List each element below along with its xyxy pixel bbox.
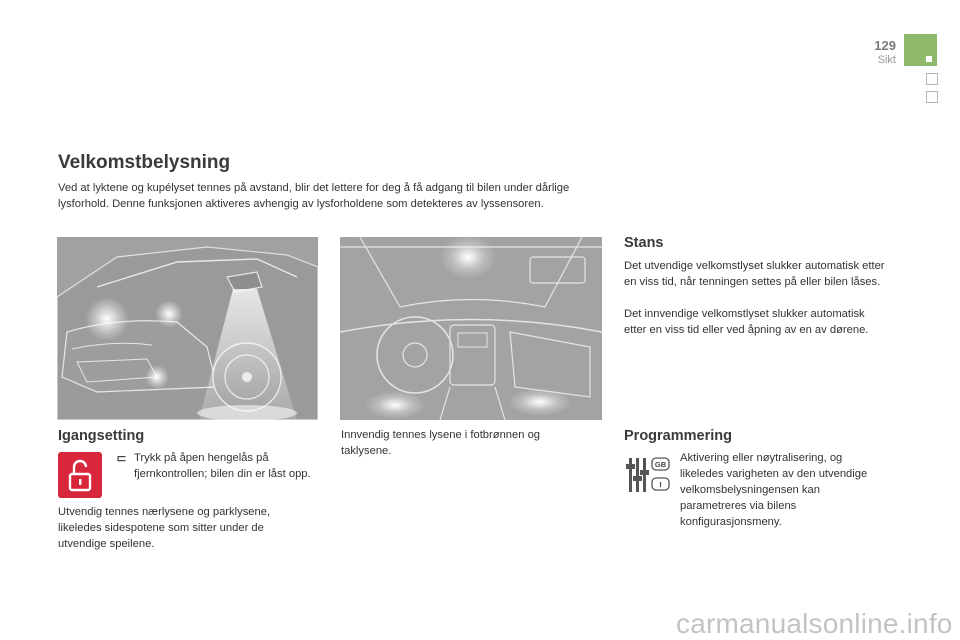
interior-caption: Innvendig tennes lysene i fotbrønnen og taklysene. xyxy=(341,429,541,457)
gb-label: GB xyxy=(654,460,667,470)
page-title: Velkomstbelysning xyxy=(58,152,231,173)
stans-paragraph-2: Det innvendige velkomstlyset slukker automatisk etter en viss tid eller ved åpning av en av dørene. xyxy=(624,308,869,336)
bullet-icon xyxy=(117,454,126,465)
section-heading-igangsetting: Igangsetting xyxy=(58,428,145,444)
padlock-open-icon xyxy=(58,452,102,498)
section-heading-programmering: Programmering xyxy=(624,428,732,444)
chapter-tab-box xyxy=(926,73,938,85)
exterior-car-illustration xyxy=(57,237,318,420)
intro-paragraph: Ved at lyktene og kupélyset tennes på avstand, blir det lettere for deg å få adgang til bilen under dårlige lysforhold. Denne funksjonen aktiveres avhengig av lysforholdene som detekteres av lyssensoren. xyxy=(58,182,570,210)
igangsetting-bullet-text: Trykk på åpen hengelås på fjernkontrollen; bilen din er låst opp. xyxy=(134,452,311,480)
watermark: carmanualsonline.info xyxy=(676,608,953,639)
programmering-text: Aktivering eller nøytralisering, og likeledes varigheten av den utvendige velkomsbelysningensen kan parametreres via bilens konfigurasjonsmeny. xyxy=(680,452,868,528)
chapter-tab-active xyxy=(904,34,937,66)
section-heading-stans: Stans xyxy=(624,235,664,251)
interior-dashboard-illustration xyxy=(340,237,602,420)
section-name: Sikt xyxy=(877,54,896,66)
page-number: 129 xyxy=(874,38,896,53)
chapter-tab-box xyxy=(926,91,938,103)
igangsetting-paragraph: Utvendig tennes nærlysene og parklysene, likeledes sidespotene som sitter under de utvendige speilene. xyxy=(58,506,271,550)
settings-sliders-gb-icon xyxy=(625,456,671,496)
stans-paragraph-1: Det utvendige velkomstlyset slukker automatisk etter en viss tid, når tenningen settes på eller bilen låses. xyxy=(624,260,885,288)
i-label: I xyxy=(659,480,662,490)
